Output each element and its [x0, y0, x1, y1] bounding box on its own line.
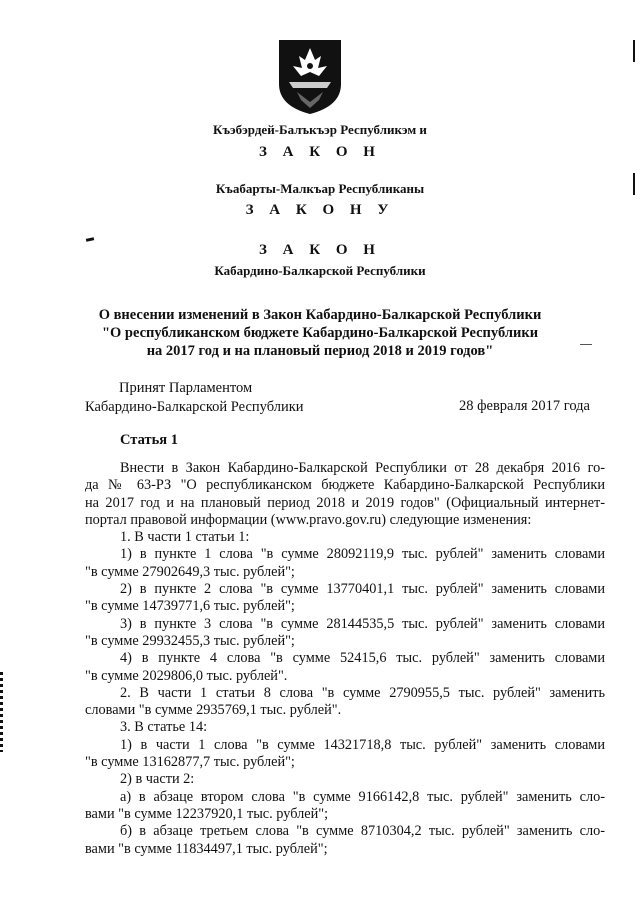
- body-line: 2) в части 2:: [120, 771, 195, 788]
- body-line: словами "в сумме 2935769,1 тыс. рублей".: [85, 702, 342, 719]
- document-title-line-2: "О республиканском бюджете Кабардино-Балкарской Республики: [101, 325, 539, 341]
- document-title-line-3: на 2017 год и на плановый период 2018 и 2019 годов": [146, 343, 494, 359]
- article-heading: Статья 1: [120, 432, 178, 448]
- coat-of-arms-emblem: [275, 38, 345, 116]
- russian-law-heading: З А К О Н: [259, 242, 381, 258]
- body-line: 1. В части 1 статьи 1:: [120, 529, 250, 546]
- adoption-block: [85, 379, 304, 417]
- body-line: портал правовой информации (www.pravo.gov.ru) следующие изменения:: [85, 511, 532, 528]
- body-line: 1) в пункте 1 слова "в сумме 28092119,9 тыс. рублей" заменить словами: [120, 546, 605, 563]
- body-line: вами "в сумме 12237920,1 тыс. рублей";: [85, 805, 329, 822]
- balkar-law-heading: З А К О Н У: [245, 202, 395, 218]
- kabardian-republic-heading: Къэбэрдей-Балъкъэр Республикэм и: [213, 122, 427, 137]
- body-line: Внести в Закон Кабардино-Балкарской Республики от 28 декабря 2016 го-: [120, 460, 605, 476]
- body-line: а) в абзаце втором слова "в сумме 9166142,8 тыс. рублей" заменить сло-: [120, 788, 605, 805]
- body-line: "в сумме 27902649,3 тыс. рублей";: [85, 563, 295, 580]
- adoption-date: 28 февраля 2017 года: [458, 398, 590, 414]
- body-line: 2) в пункте 2 слова "в сумме 13770401,1 тыс. рублей" заменить словами: [120, 581, 605, 598]
- russian-republic-heading: Кабардино-Балкарской Республики: [214, 263, 426, 278]
- scan-mark: [580, 344, 592, 345]
- body-line: "в сумме 29932455,3 тыс. рублей";: [85, 632, 295, 649]
- document-title-line-1: О внесении изменений в Закон Кабардино-Балкарской Республики: [98, 307, 542, 323]
- scan-mark: [633, 173, 635, 195]
- body-line: "в сумме 14739771,6 тыс. рублей";: [85, 598, 295, 615]
- body-line: на 2017 год и на плановый период 2018 и 2019 годов" (Официальный интернет-: [85, 494, 605, 511]
- balkar-republic-heading: Къабарты-Малкъар Республиканы: [215, 181, 425, 196]
- kabardian-law-heading: З А К О Н: [259, 144, 381, 160]
- body-line: "в сумме 13162877,7 тыс. рублей";: [85, 754, 295, 771]
- body-line: 4) в пункте 4 слова "в сумме 52415,6 тыс. рублей" заменить словами: [120, 650, 605, 667]
- body-line: б) в абзаце третьем слова "в сумме 8710304,2 тыс. рублей" заменить сло-: [120, 823, 605, 840]
- scan-mark: [0, 672, 3, 752]
- scan-mark: [633, 40, 635, 62]
- body-line: вами "в сумме 11834497,1 тыс. рублей";: [85, 840, 328, 857]
- body-line: 2. В части 1 статьи 8 слова "в сумме 2790955,5 тыс. рублей" заменить: [120, 684, 605, 701]
- adoption-line-2: Кабардино-Балкарской Республики: [85, 399, 304, 415]
- body-line: 1) в части 1 слова "в сумме 14321718,8 тыс. рублей" заменить словами: [120, 736, 605, 753]
- body-line: 3. В статье 14:: [120, 719, 208, 736]
- body-line: 3) в пункте 3 слова "в сумме 28144535,5 тыс. рублей" заменить словами: [120, 615, 605, 632]
- article-body: [85, 460, 605, 858]
- adoption-line-1: Принят Парламентом: [119, 380, 253, 396]
- body-line: "в сумме 2029806,0 тыс. рублей".: [85, 667, 288, 684]
- body-line: да № 63-РЗ "О республиканском бюджете Кабардино-Балкарской Республики: [85, 477, 605, 494]
